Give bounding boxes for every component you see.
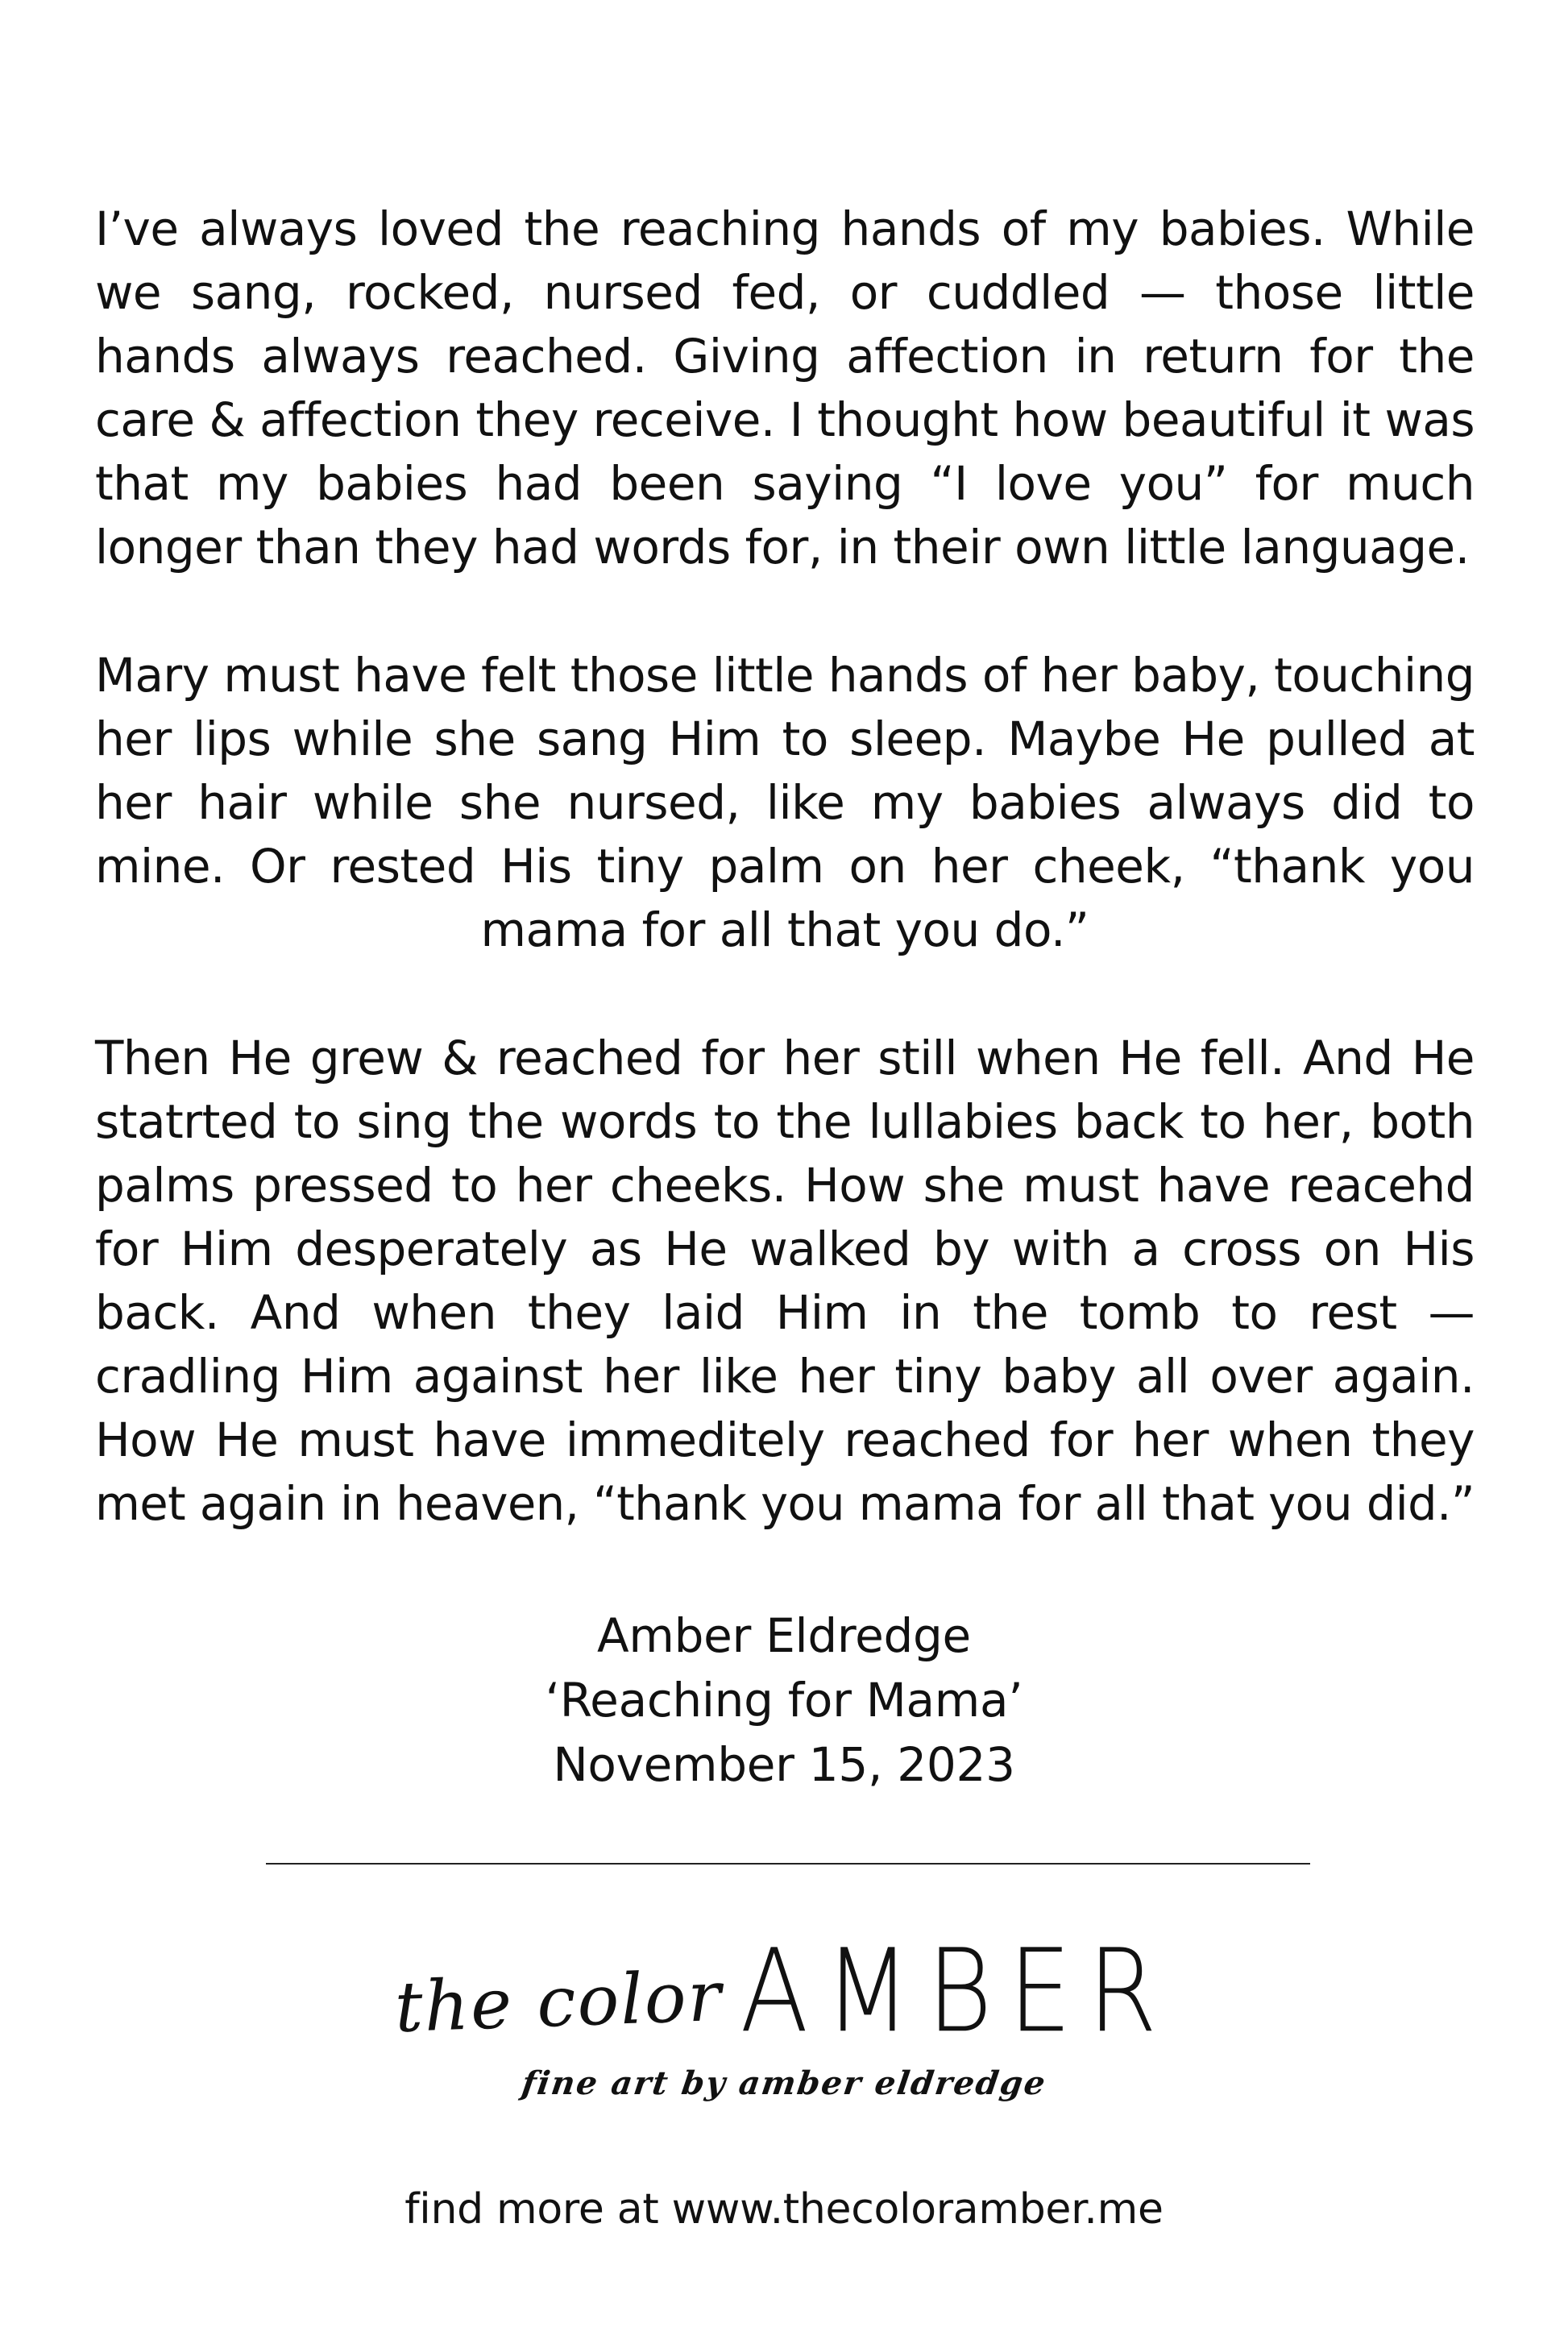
poem-line: mama for all that you do.”	[480, 902, 1089, 957]
poem-line: her lips while she sang Him to sleep. Maybe He pulled at	[95, 711, 1475, 766]
divider-line	[266, 1863, 1310, 1865]
logo-wordmark	[393, 1925, 1174, 2059]
work-title: ‘Reaching for Mama’	[545, 1673, 1023, 1728]
logo-caps-text: AMBER	[740, 1925, 1174, 2059]
poem-line: statrted to sing the words to the lullabies back to her, both	[95, 1094, 1475, 1149]
logo-tagline: fine art by amber eldredge	[519, 2064, 1049, 2102]
stanza-2	[95, 644, 1475, 962]
poem-line: hands always reached. Giving affection in return for the	[95, 329, 1475, 384]
poem-line: that my babies had been saying “I love you” for much	[95, 456, 1475, 511]
poem-line: palms pressed to her cheeks. How she must have reacehd	[95, 1158, 1475, 1213]
brand-logo	[0, 1925, 1568, 2102]
poem-body	[95, 197, 1475, 1600]
poem-line: her hair while she nursed, like my babies always did to	[95, 775, 1475, 830]
poem-line: How He must have immeditely reached for her when they	[95, 1412, 1475, 1467]
work-date: November 15, 2023	[553, 1737, 1015, 1792]
poem-line: mine. Or rested His tiny palm on her cheek, “thank you	[95, 839, 1475, 894]
poem-line: met again in heaven, “thank you mama for all that you did.”	[95, 1476, 1475, 1531]
poem-line: I’ve always loved the reaching hands of my babies. While	[95, 201, 1475, 256]
poem-line: back. And when they laid Him in the tomb to rest —	[95, 1285, 1475, 1340]
poem-line: Then He grew & reached for her still when He fell. And He	[95, 1031, 1475, 1085]
stanza-3	[95, 1027, 1475, 1536]
footer-website-text: find more at www.thecoloramber.me	[404, 2185, 1164, 2234]
logo-script-text: the color	[393, 1956, 724, 2049]
poem-line: care & affection they receive. I thought how beautiful it was	[95, 392, 1475, 447]
stanza-1	[95, 197, 1475, 579]
poem-line: longer than they had words for, in their own little language.	[95, 520, 1470, 575]
poem-line: we sang, rocked, nursed fed, or cuddled — those little	[95, 265, 1475, 320]
author-name: Amber Eldredge	[597, 1608, 971, 1663]
signature-block	[0, 1603, 1568, 1797]
poem-line: cradling Him against her like her tiny baby all over again.	[95, 1349, 1475, 1404]
poem-line: Mary must have felt those little hands of her baby, touching	[95, 648, 1475, 703]
poem-line: for Him desperately as He walked by with a cross on His	[95, 1222, 1475, 1276]
